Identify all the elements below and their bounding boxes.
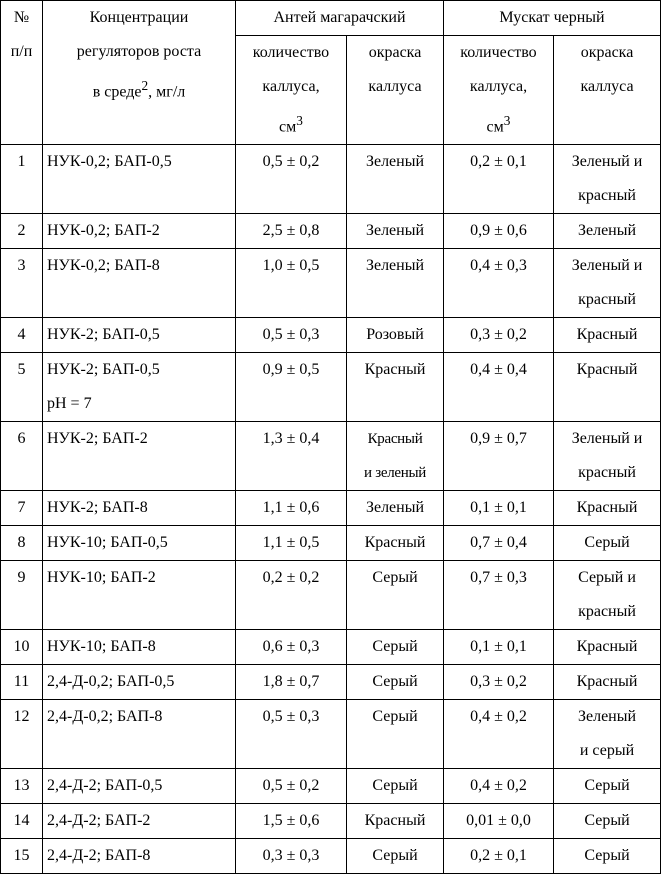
table-row xyxy=(1,353,661,422)
row-qty-muskat: 0,01 ± 0,0 xyxy=(444,804,554,839)
row-concentration: НУК-0,2; БАП-2 xyxy=(43,214,236,249)
table-row xyxy=(1,214,661,249)
row-qty-muskat: 0,4 ± 0,2 xyxy=(444,769,554,804)
row-qty-antey: 1,8 ± 0,7 xyxy=(236,665,347,700)
table-row xyxy=(1,630,661,665)
row-concentration: НУК-2; БАП-2 xyxy=(43,422,236,491)
row-color-muskat: Красный xyxy=(554,630,661,665)
row-color-antey: Зеленый xyxy=(347,249,444,318)
row-number: 12 xyxy=(1,700,43,769)
row-qty-antey: 0,5 ± 0,3 xyxy=(236,318,347,353)
table-row xyxy=(1,561,661,630)
row-concentration: 2,4-Д-2; БАП-2 xyxy=(43,804,236,839)
row-qty-antey: 1,0 ± 0,5 xyxy=(236,249,347,318)
row-concentration: НУК-2; БАП-0,5 xyxy=(43,318,236,353)
row-color-muskat: Красный xyxy=(554,665,661,700)
row-qty-muskat: 0,4 ± 0,4 xyxy=(444,353,554,422)
row-number: 6 xyxy=(1,422,43,491)
row-concentration: НУК-2; БАП-8 xyxy=(43,491,236,526)
row-qty-antey: 0,5 ± 0,3 xyxy=(236,700,347,769)
header-color-2: окраска каллуса xyxy=(554,36,661,145)
header-qty-2: количество каллуса, $см^3$ xyxy=(444,36,554,145)
row-concentration: НУК-0,2; БАП-8 xyxy=(43,249,236,318)
row-concentration: 2,4-Д-0,2; БАП-8 xyxy=(43,700,236,769)
row-number: 3 xyxy=(1,249,43,318)
table-row xyxy=(1,318,661,353)
row-concentration: НУК-10; БАП-2 xyxy=(43,561,236,630)
header-row-1 xyxy=(1,1,661,36)
row-qty-antey: 1,3 ± 0,4 xyxy=(236,422,347,491)
row-color-muskat: Зеленый и красный xyxy=(554,145,661,214)
table-row xyxy=(1,804,661,839)
row-color-muskat: Зеленый xyxy=(554,214,661,249)
row-color-antey: Красный и зеленый xyxy=(347,422,444,491)
row-number: 9 xyxy=(1,561,43,630)
row-color-antey: Серый xyxy=(347,700,444,769)
row-qty-muskat: 0,3 ± 0,2 xyxy=(444,318,554,353)
row-number: 4 xyxy=(1,318,43,353)
row-qty-antey: 0,3 ± 0,3 xyxy=(236,839,347,874)
row-concentration: НУК-10; БАП-8 xyxy=(43,630,236,665)
header-num: № п/п xyxy=(1,1,43,145)
row-number: 11 xyxy=(1,665,43,700)
row-color-muskat: Красный xyxy=(554,491,661,526)
row-concentration: 2,4-Д-0,2; БАП-0,5 xyxy=(43,665,236,700)
row-color-antey: Красный xyxy=(347,353,444,422)
row-qty-antey: 1,1 ± 0,6 xyxy=(236,491,347,526)
row-qty-muskat: 0,4 ± 0,2 xyxy=(444,700,554,769)
row-number: 13 xyxy=(1,769,43,804)
row-color-antey: Серый xyxy=(347,561,444,630)
row-qty-antey: 1,5 ± 0,6 xyxy=(236,804,347,839)
table-row xyxy=(1,526,661,561)
header-color-1: окраска каллуса xyxy=(347,36,444,145)
row-qty-muskat: 0,1 ± 0,1 xyxy=(444,630,554,665)
row-qty-antey: 0,6 ± 0,3 xyxy=(236,630,347,665)
table-row xyxy=(1,145,661,214)
row-qty-muskat: 0,9 ± 0,6 xyxy=(444,214,554,249)
row-number: 7 xyxy=(1,491,43,526)
row-color-antey: Красный xyxy=(347,804,444,839)
row-color-antey: Серый xyxy=(347,839,444,874)
row-qty-muskat: 0,3 ± 0,2 xyxy=(444,665,554,700)
row-qty-muskat: 0,7 ± 0,4 xyxy=(444,526,554,561)
row-qty-muskat: 0,1 ± 0,1 xyxy=(444,491,554,526)
row-color-muskat: Красный xyxy=(554,353,661,422)
row-number: 1 xyxy=(1,145,43,214)
table-row xyxy=(1,422,661,491)
row-qty-muskat: 0,7 ± 0,3 xyxy=(444,561,554,630)
row-concentration: 2,4-Д-2; БАП-8 xyxy=(43,839,236,874)
header-variety-muskat: Мускат черный xyxy=(444,1,661,36)
table-row xyxy=(1,665,661,700)
row-concentration: НУК-10; БАП-0,5 xyxy=(43,526,236,561)
table-row xyxy=(1,249,661,318)
row-number: 8 xyxy=(1,526,43,561)
row-color-antey: Зеленый xyxy=(347,214,444,249)
row-qty-muskat: 0,2 ± 0,1 xyxy=(444,839,554,874)
row-color-antey: Красный xyxy=(347,526,444,561)
row-number: 2 xyxy=(1,214,43,249)
row-color-muskat: Зеленый и красный xyxy=(554,422,661,491)
row-qty-muskat: 0,2 ± 0,1 xyxy=(444,145,554,214)
row-color-antey: Серый xyxy=(347,665,444,700)
row-concentration: НУК-0,2; БАП-0,5 xyxy=(43,145,236,214)
table-row xyxy=(1,700,661,769)
row-color-muskat: Зеленый и красный xyxy=(554,249,661,318)
row-qty-antey: 0,5 ± 0,2 xyxy=(236,145,347,214)
row-number: 5 xyxy=(1,353,43,422)
header-concentration: Концентрации регуляторов роста в среде$^2$, мг/л xyxy=(43,1,236,145)
row-number: 10 xyxy=(1,630,43,665)
table-row xyxy=(1,491,661,526)
row-color-muskat: Серый xyxy=(554,804,661,839)
row-qty-antey: 1,1 ± 0,5 xyxy=(236,526,347,561)
row-qty-antey: 0,5 ± 0,2 xyxy=(236,769,347,804)
row-color-antey: Зеленый xyxy=(347,491,444,526)
table-row xyxy=(1,839,661,874)
row-color-antey: Зеленый xyxy=(347,145,444,214)
header-variety-antey: Антей магарачский xyxy=(236,1,444,36)
row-color-antey: Розовый xyxy=(347,318,444,353)
row-number: 15 xyxy=(1,839,43,874)
row-number: 14 xyxy=(1,804,43,839)
row-concentration: НУК-2; БАП-0,5 pH = 7 xyxy=(43,353,236,422)
row-color-muskat: Серый xyxy=(554,769,661,804)
row-color-muskat: Зеленый и серый xyxy=(554,700,661,769)
table-row xyxy=(1,769,661,804)
row-color-muskat: Серый xyxy=(554,526,661,561)
row-color-muskat: Серый xyxy=(554,839,661,874)
row-color-antey: Серый xyxy=(347,769,444,804)
row-qty-muskat: 0,9 ± 0,7 xyxy=(444,422,554,491)
row-color-muskat: Красный xyxy=(554,318,661,353)
row-qty-antey: 2,5 ± 0,8 xyxy=(236,214,347,249)
row-color-muskat: Серый и красный xyxy=(554,561,661,630)
row-color-antey: Серый xyxy=(347,630,444,665)
row-qty-antey: 0,9 ± 0,5 xyxy=(236,353,347,422)
row-concentration: 2,4-Д-2; БАП-0,5 xyxy=(43,769,236,804)
row-qty-muskat: 0,4 ± 0,3 xyxy=(444,249,554,318)
row-qty-antey: 0,2 ± 0,2 xyxy=(236,561,347,630)
table-body xyxy=(1,145,661,874)
header-qty-1: количество каллуса, $см^3$ xyxy=(236,36,347,145)
